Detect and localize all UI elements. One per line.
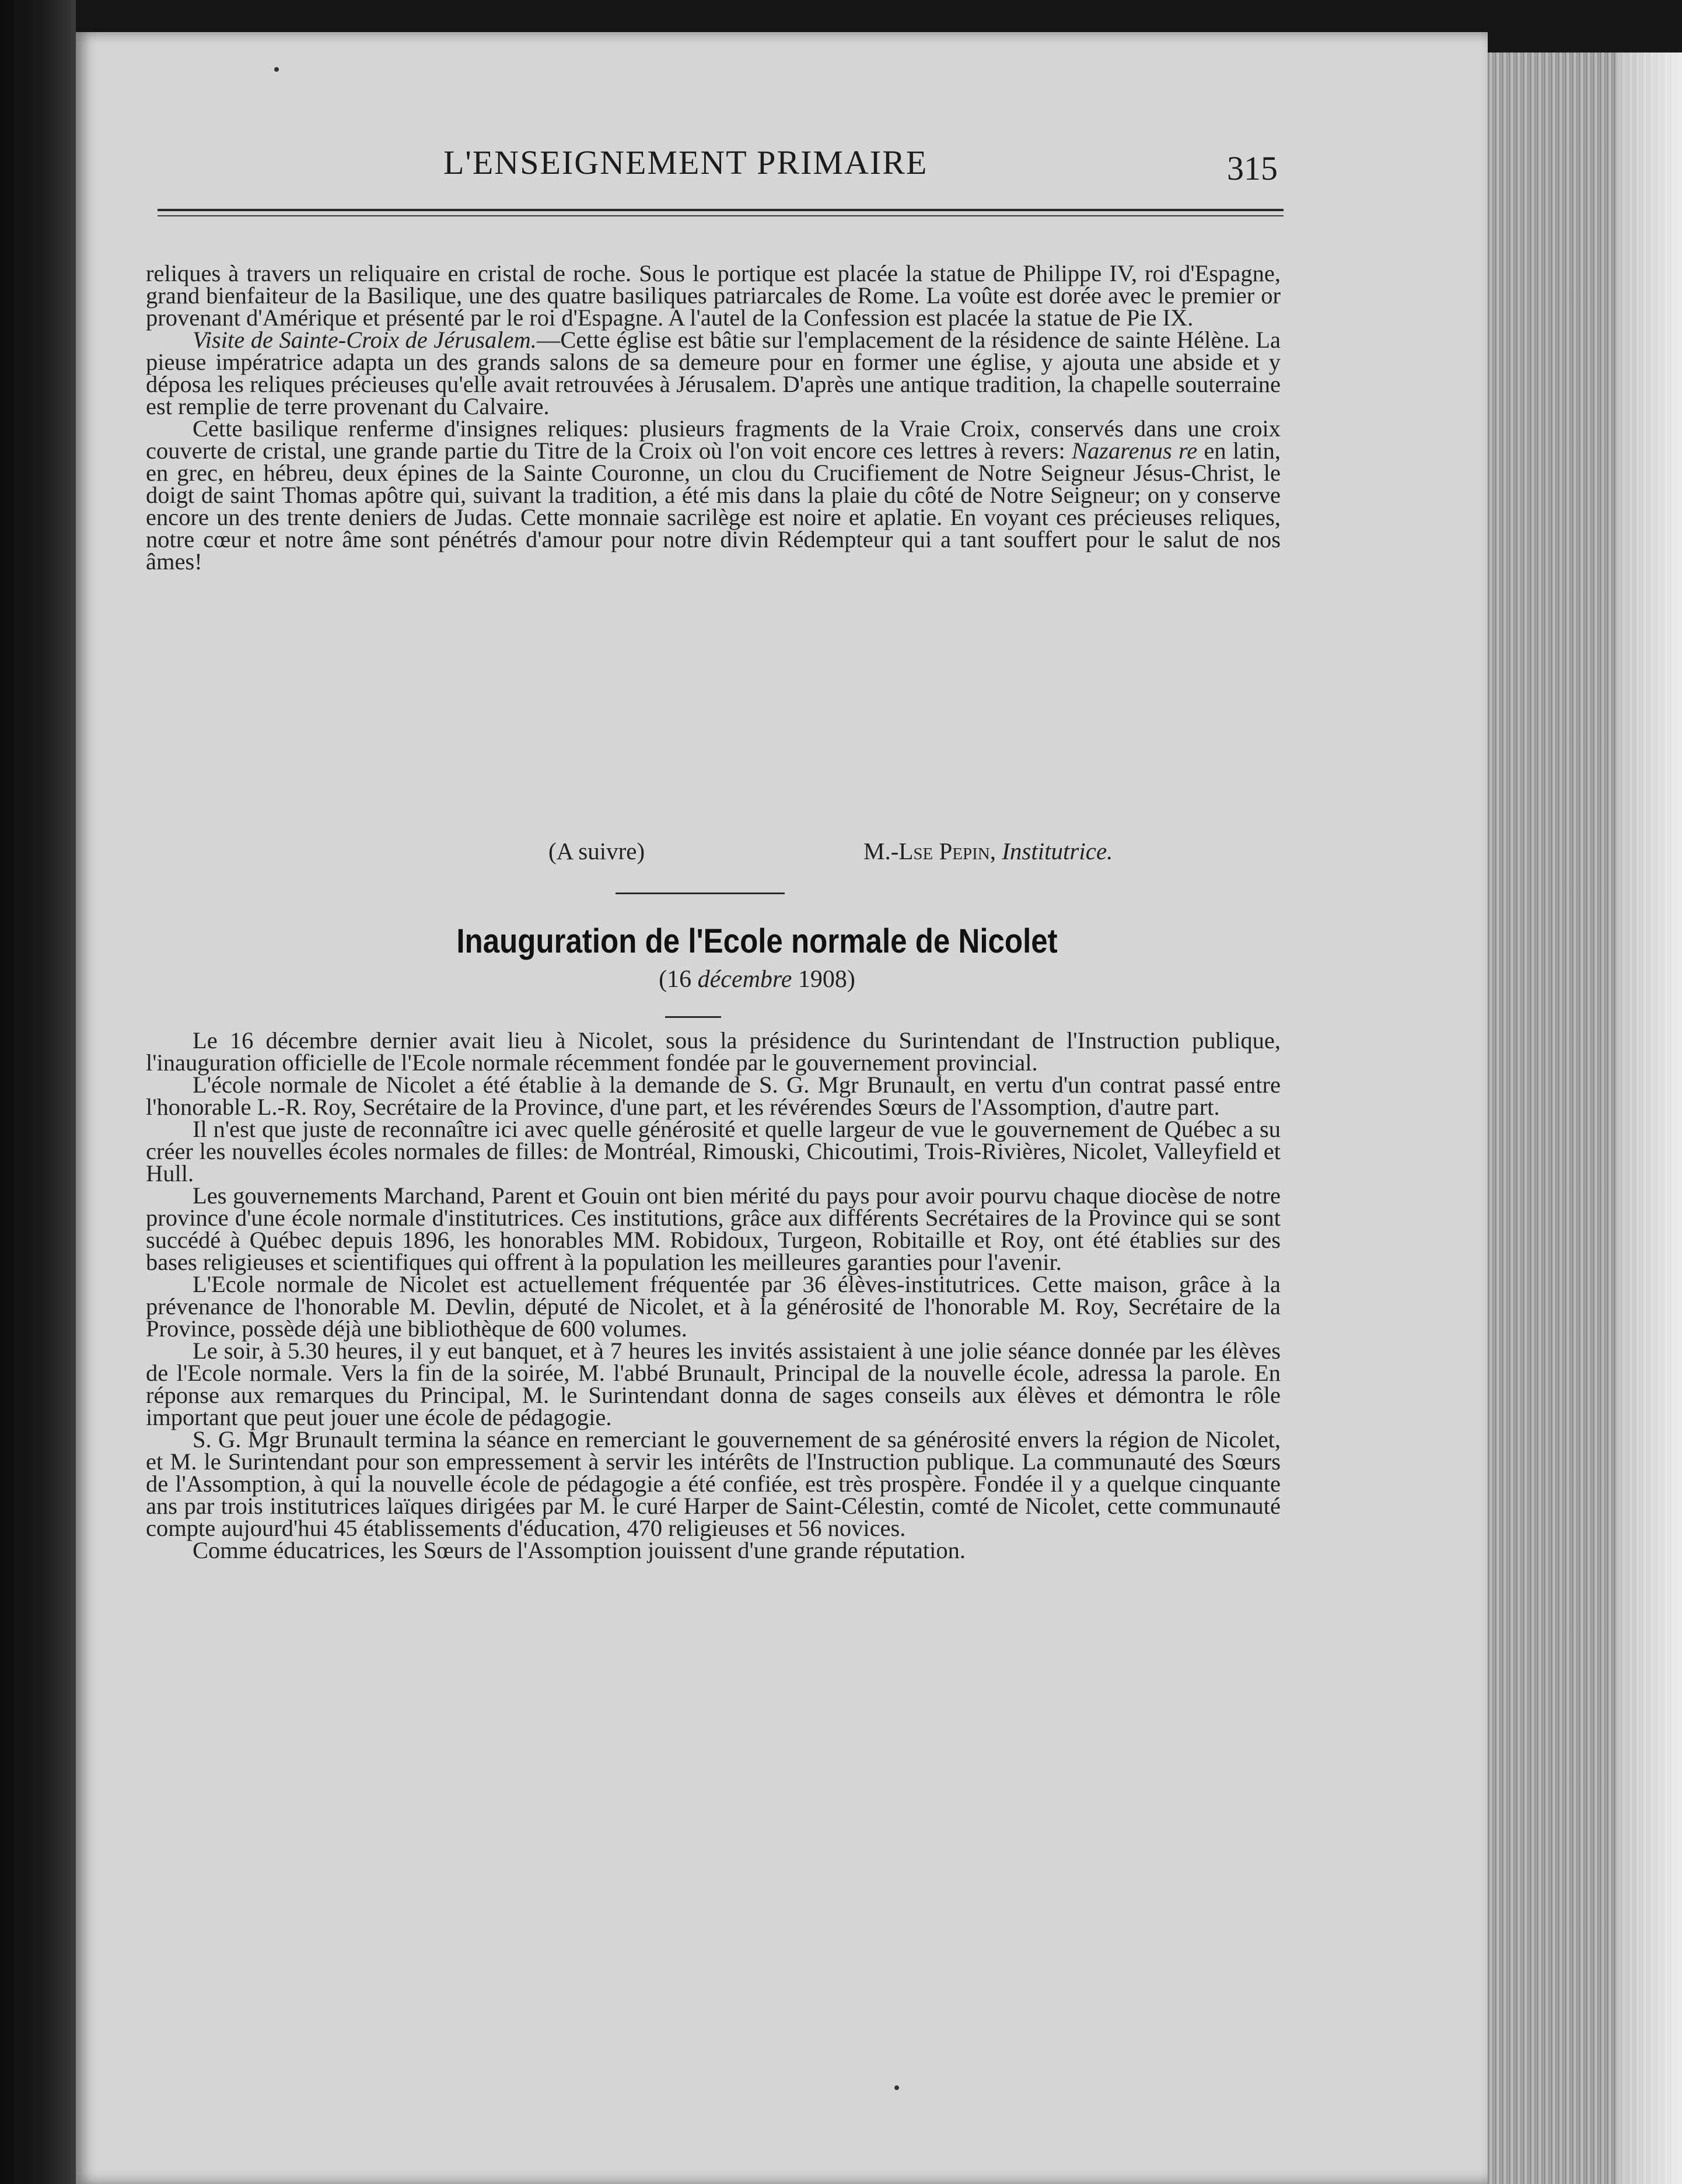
paragraph: Le 16 décembre dernier avait lieu à Nicolet, sous la présidence du Surintendant de l'Instruction publique, l'inauguration officielle de l'Ecole normale récemment fondée par le gouvernement provincial. [146,1027,1281,1076]
paragraph-text: Cette église est bâtie sur l'emplacement de la résidence de sainte Hélène. La pieuse impératrice adapta un des grands salons de sa demeure pour en former une église, y ajouta une abside et y déposa les reliques précieuses qu'elle avait retrouvées à Jérusalem. D'après une antique tradition, la chapelle souterraine est remplie de terre provenant du Calvaire. [146,327,1281,419]
paragraph: reliques à travers un reliquaire en cristal de roche. Sous le portique est placée la statue de Philippe IV, roi d'Espagne, grand bienfaiteur de la Basilique, une des quatre basiliques patriarcales de Rome. La voûte est dorée avec le premier or provenant d'Amérique et présenté par le roi d'Espagne. A l'autel de la Confession est placée la statue de Pie IX. [146,260,1281,331]
header-rule-thin [158,215,1284,216]
author-role: Institutrice. [1002,838,1113,864]
paragraph: Le soir, à 5.30 heures, il y eut banquet, et à 7 heures les invités assistaient à une jolie séance donnée par les élèves de l'Ecole normale. Vers la fin de la soirée, M. l'abbé Brunault, Principal de la nouvelle école, adressa la parole. En réponse aux remarques du Principal, M. le Surintendant donna de sages conseils aux élèves et démontra le rôle important que peut jouer une école de pédagogie. [146,1338,1281,1430]
book-gutter [0,0,76,2184]
inscription: Nazarenus re [1071,438,1198,464]
paragraph [146,415,1281,575]
date-month: décembre [697,966,792,993]
header-rule [158,209,1284,211]
section-separator [616,892,785,894]
paper-speck [894,2085,899,2090]
article-body [146,1027,1281,1563]
running-title: L'ENSEIGNEMENT PRIMAIRE [443,144,928,181]
paragraph: S. G. Mgr Brunault termina la séance en remerciant le gouvernement de sa générosité envers la région de Nicolet, et M. le Surintendant pour son empressement à servir les intérêts de l'Instruction publique. La communauté des Sœurs de l'Assomption, à qui la nouvelle école de pédagogie a été confiée, est très prospère. Fondée il y a quelque cinquante ans par trois institutrices laïques dirigées par M. le curé Harper de Saint-Célestin, comté de Nicolet, cette communauté compte aujourd'hui 45 établissements d'éducation, 470 religieuses et 56 novices. [146,1426,1281,1541]
paragraph: Comme éducatrices, les Sœurs de l'Assomption jouissent d'une grande réputation. [193,1537,966,1563]
article-continued [146,262,1281,573]
heading-dash: — [536,327,561,353]
paragraph: Il n'est que juste de reconnaître ici avec quelle générosité et quelle largeur de vue le gouvernement de Québec a su créer les nouvelles écoles normales de filles: de Montréal, Rimouski, Chicoutimi, Trois-Rivières, Nicolet, Valleyfield et Hull. [146,1116,1281,1186]
paragraph: L'Ecole normale de Nicolet est actuellement fréquentée par 36 élèves-institutrices. Cette maison, grâce à la prévenance de l'honorable M. Devlin, député de Nicolet, et à la générosité de l'honorable M. Roy, Secrétaire de la Province, possède déjà une bibliothèque de 600 volumes. [146,1271,1281,1342]
paragraph-text: Cette basilique renferme d'insignes reliques: plusieurs fragments de la Vraie Croix, conservés dans une croix couverte de cristal, une grande partie du Titre de la Croix où l'on voit encore ces lettres à revers: [146,415,1281,464]
paper-speck [274,67,279,72]
article-date [146,965,1368,993]
paragraph-text: en latin, en grec, en hébreu, deux épines de la Sainte Couronne, un clou du Crucifiement de Notre Seigneur Jésus-Christ, le doigt de saint Thomas apôtre qui, suivant la tradition, a été mis dans la plaie du côté de Notre Seigneur; on y conserve encore un des trente deniers de Judas. Cette monnaie sacrilège est noire et aplatie. En voyant ces précieuses reliques, notre cœur et notre âme sont pénétrés d'amour pour notre divin Rédempteur qui a tant souffert pour le salut de nos âmes! [146,438,1281,575]
paragraph: Les gouvernements Marchand, Parent et Gouin ont bien mérité du pays pour avoir pourvu chaque diocèse de notre province d'une école normale d'institutrices. Ces institutions, grâce aux différents Secrétaires de la Province qui se sont succédé à Québec depuis 1896, les honorables MM. Robidoux, Turgeon, Robitaille et Roy, ont été établies sur des bases religieuses et scientifiques qui offrent à la population les meilleures garanties pour l'avenir. [146,1182,1281,1275]
paragraph: L'école normale de Nicolet a été établie à la demande de S. G. Mgr Brunault, en vertu d'un contrat passé entre l'honorable L.-R. Roy, Secrétaire de la Province, d'une part, et les révérendes Sœurs de l'Assomption, d'autre part. [146,1072,1281,1120]
visit-heading: Visite de Sainte-Croix de Jérusalem. [193,327,537,353]
paragraph [146,329,1281,418]
page-number: 315 [1227,149,1278,187]
date-open: (16 [659,966,692,993]
title-separator [665,1016,721,1018]
author-name: M.-Lse Pepin, [863,838,996,864]
author-line [863,837,1113,865]
date-close: 1908) [798,966,855,993]
to-be-continued: (A suivre) [548,838,645,864]
article-title: Inauguration de l'Ecole normale de Nicolet [456,922,1058,960]
